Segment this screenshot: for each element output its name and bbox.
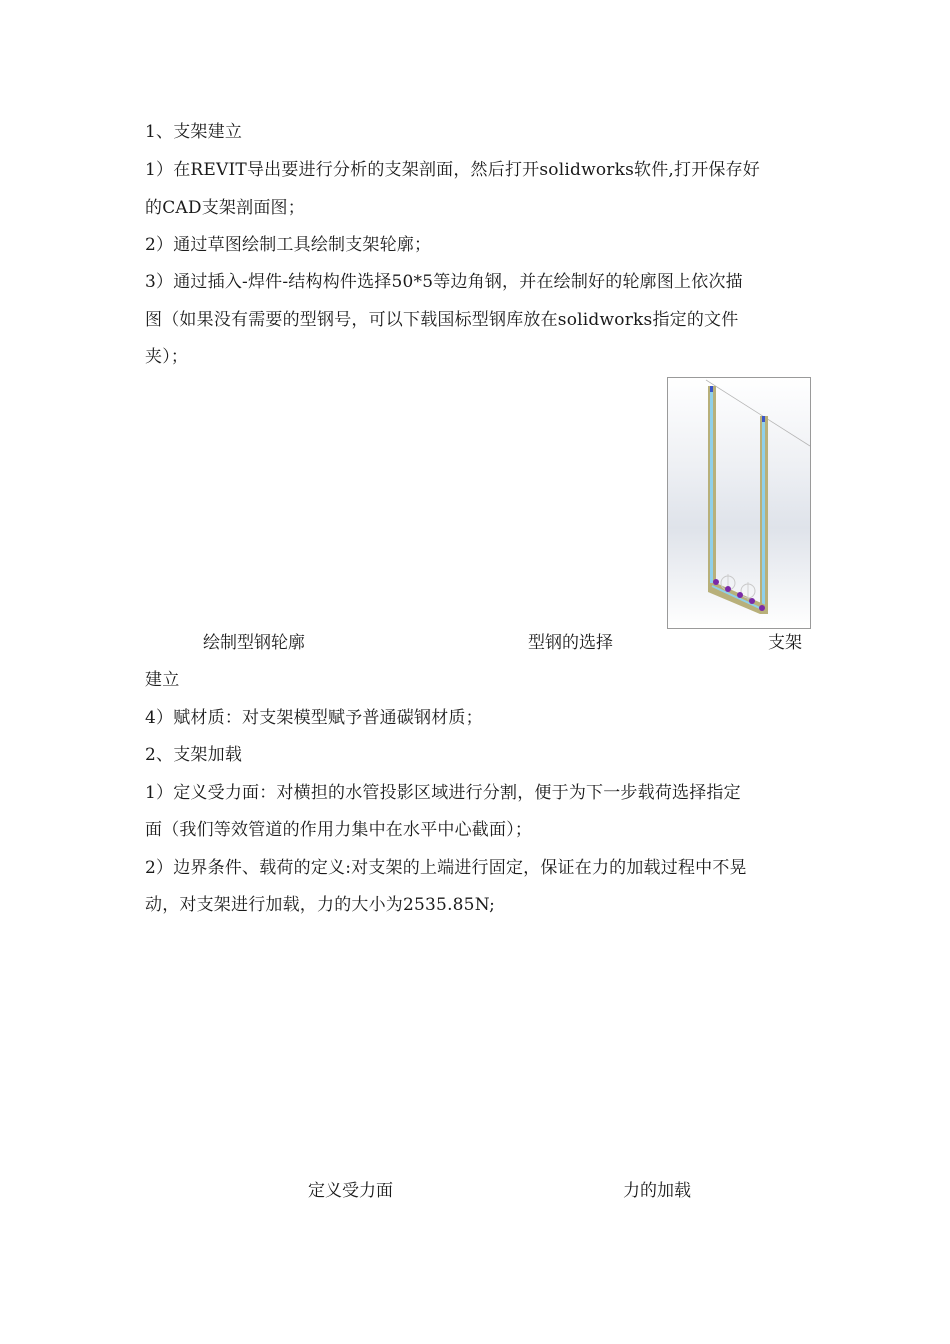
caption-force-loading: 力的加载 xyxy=(623,1181,691,1201)
section-heading-1: 1、支架建立 xyxy=(145,122,243,142)
paragraph-line: 3）通过插入-焊件-结构构件选择50*5等边角钢，并在绘制好的轮廓图上依次描 xyxy=(145,272,743,292)
paragraph-line: 4）赋材质：对支架模型赋予普通碳钢材质； xyxy=(145,708,483,728)
bracket-model-figure xyxy=(667,377,811,629)
caption-draw-profile: 绘制型钢轮廓 xyxy=(203,633,305,653)
paragraph-line: 图（如果没有需要的型钢号，可以下载国标型钢库放在solidworks指定的文件 xyxy=(145,310,739,330)
caption-define-face: 定义受力面 xyxy=(308,1181,393,1201)
paragraph-line: 2）通过草图绘制工具绘制支架轮廓； xyxy=(145,235,432,255)
caption-steel-selection: 型钢的选择 xyxy=(528,633,613,653)
caption-bracket-build: 支架 xyxy=(768,633,802,653)
paragraph-line: 动，对支架进行加载，力的大小为2535.85N; xyxy=(145,895,496,915)
paragraph-line: 的CAD支架剖面图； xyxy=(145,198,305,218)
paragraph-line: 面（我们等效管道的作用力集中在水平中心截面）； xyxy=(145,820,533,840)
section-heading-2: 2、支架加载 xyxy=(145,745,243,765)
caption-bracket-build-cont: 建立 xyxy=(145,670,180,690)
paragraph-line: 1）在REVIT导出要进行分析的支架剖面，然后打开solidworks软件,打开保存好 xyxy=(145,160,761,180)
paragraph-line: 2）边界条件、载荷的定义:对支架的上端进行固定，保证在力的加载过程中不晃 xyxy=(145,858,747,878)
bracket-model-image xyxy=(668,378,810,628)
paragraph-line: 1）定义受力面：对横担的水管投影区域进行分割，便于为下一步载荷选择指定 xyxy=(145,783,741,803)
paragraph-line: 夹）； xyxy=(145,347,189,367)
